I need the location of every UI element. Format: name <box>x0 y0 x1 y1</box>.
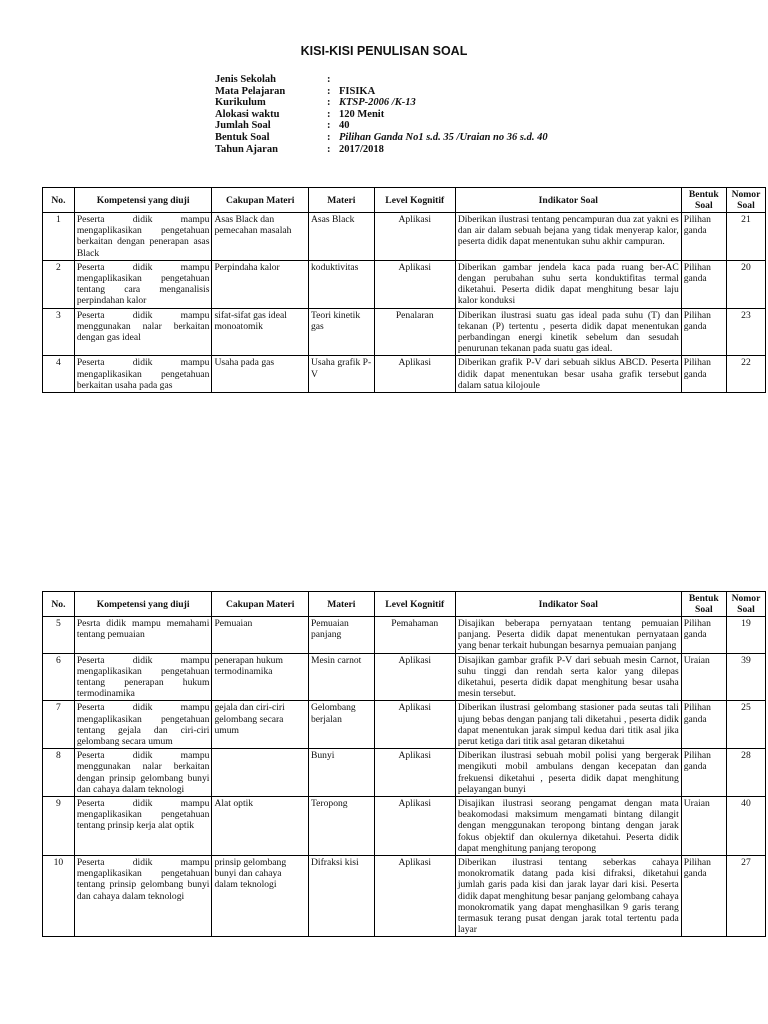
header-nomor: Nomor Soal <box>726 188 765 213</box>
meta-colon: : <box>327 143 331 155</box>
row-number: 6 <box>43 653 75 701</box>
meta-row <box>215 109 548 121</box>
cakupan-cell: prinsip gelombang bunyi dan cahaya dalam teknologi <box>212 856 309 937</box>
bentuk-cell: Uraian <box>681 653 726 701</box>
header-indikator: Indikator Soal <box>455 592 681 617</box>
header-bentuk: Bentuk Soal <box>681 592 726 617</box>
row-number: 1 <box>43 213 75 261</box>
table-row <box>43 308 766 356</box>
header-no: No. <box>43 188 75 213</box>
bentuk-cell: Pilihan ganda <box>681 356 726 393</box>
bentuk-cell: Pilihan ganda <box>681 617 726 654</box>
materi-cell: Mesin carnot <box>308 653 374 701</box>
nomor-cell: 40 <box>726 797 765 856</box>
nomor-cell: 20 <box>726 260 765 308</box>
kompetensi-cell: Peserta didik mampu menggunakan nalar berkaitan dengan gas ideal <box>74 308 212 356</box>
kompetensi-cell: Peserta didik mampu mengaplikasikan pengetahuan tentang penerapan hukum termodinamika <box>74 653 212 701</box>
level-cell: Aplikasi <box>374 653 455 701</box>
meta-value: 40 <box>339 120 350 132</box>
header-nomor: Nomor Soal <box>726 592 765 617</box>
level-cell: Aplikasi <box>374 749 455 797</box>
header-bentuk: Bentuk Soal <box>681 188 726 213</box>
meta-row <box>215 132 548 144</box>
indikator-cell: Diberikan ilustrasi sebuah mobil polisi yang bergerak mengikuti mobil ambulans dengan kecepatan dan frekuensi diketahui , peserta didik dapat menghitung pelayangan bunyi <box>455 749 681 797</box>
kisi-kisi-table-2 <box>42 591 766 937</box>
indikator-cell: Diberikan ilustrasi gelombang stasioner pada seutas tali ujung bebas dengan panjang tali diketahui , peserta didik dapat menentukan jarak simpul kedua dari titik asal jika perut ketiga dari titik asal getaran diketahui <box>455 701 681 749</box>
meta-label: Mata Pelajaran <box>215 85 286 97</box>
cakupan-cell: sifat-sifat gas ideal monoatomik <box>212 308 309 356</box>
materi-cell: Gelombang berjalan <box>308 701 374 749</box>
meta-label: Alokasi waktu <box>215 108 280 120</box>
table-row <box>43 617 766 654</box>
row-number: 4 <box>43 356 75 393</box>
table-row <box>43 856 766 937</box>
meta-colon: : <box>327 97 331 109</box>
header-kompetensi: Kompetensi yang diuji <box>74 592 212 617</box>
header-no: No. <box>43 592 75 617</box>
indikator-cell: Diberikan ilustrasi tentang seberkas cahaya monokromatik datang pada kisi difraksi, diketahui jumlah garis pada kisi dan jarak layar dari kisi. Peserta didik dapat menghitung besar panjang gelombang cahaya monokromatik yang dapat menghasilkan 9 garis terang termasuk terang pusat dengan jarak total tertentu pada layar <box>455 856 681 937</box>
nomor-cell: 25 <box>726 701 765 749</box>
kompetensi-cell: Peserta didik mampu mengaplikasikan pengetahuan berkaitan usaha pada gas <box>74 356 212 393</box>
cakupan-cell: Usaha pada gas <box>212 356 309 393</box>
row-number: 7 <box>43 701 75 749</box>
cakupan-cell: gejala dan ciri-ciri gelombang secara umum <box>212 701 309 749</box>
nomor-cell: 19 <box>726 617 765 654</box>
header-indikator: Indikator Soal <box>455 188 681 213</box>
row-number: 9 <box>43 797 75 856</box>
nomor-cell: 23 <box>726 308 765 356</box>
meta-label: Jenis Sekolah <box>215 74 276 85</box>
row-number: 5 <box>43 617 75 654</box>
table-row <box>43 797 766 856</box>
level-cell: Aplikasi <box>374 260 455 308</box>
kompetensi-cell: Pesrta didik mampu memahami tentang pemuaian <box>74 617 212 654</box>
kompetensi-cell: Peserta didik mampu mengaplikasikan pengetahuan berkaitan dengan penerapan asas Black <box>74 213 212 261</box>
indikator-cell: Diberikan ilustrasi tentang pencampuran dua zat yakni es dan air dalam sebuah bejana yang tidak menyerap kalor, peserta didik dapat menentukan suhu akhir campuran. <box>455 213 681 261</box>
table-row <box>43 653 766 701</box>
level-cell: Aplikasi <box>374 856 455 937</box>
bentuk-cell: Pilihan ganda <box>681 308 726 356</box>
document-meta <box>215 74 548 155</box>
cakupan-cell: Asas Black dan pemecahan masalah <box>212 213 309 261</box>
kompetensi-cell: Peserta didik mampu mengaplikasikan pengetahuan tentang gejala dan ciri-ciri gelombang secara umum <box>74 701 212 749</box>
page-title: KISI-KISI PENULISAN SOAL <box>300 44 468 58</box>
meta-row <box>215 97 548 109</box>
indikator-cell: Disajikan gambar grafik P-V dari sebuah mesin Carnot, suhu tinggi dan rendah serta kalor yang dilepas diketahui, peserta didik dapat menghitung besar usaha mesin tersebut. <box>455 653 681 701</box>
kisi-kisi-table-1 <box>42 187 766 393</box>
nomor-cell: 22 <box>726 356 765 393</box>
meta-label: Tahun Ajaran <box>215 143 278 155</box>
level-cell: Penalaran <box>374 308 455 356</box>
indikator-cell: Disajikan beberapa pernyataan tentang pemuaian panjang. Peserta didik dapat menentukan pernyataan yang benar terkait hubungan besarnya pemuaian panjang <box>455 617 681 654</box>
kompetensi-cell: Peserta didik mampu mengaplikasikan pengetahuan tentang prinsip kerja alat optik <box>74 797 212 856</box>
materi-cell: Bunyi <box>308 749 374 797</box>
nomor-cell: 27 <box>726 856 765 937</box>
level-cell: Aplikasi <box>374 213 455 261</box>
materi-cell: Usaha grafik P-V <box>308 356 374 393</box>
bentuk-cell: Uraian <box>681 797 726 856</box>
meta-row <box>215 144 548 156</box>
materi-cell: Difraksi kisi <box>308 856 374 937</box>
level-cell: Aplikasi <box>374 701 455 749</box>
meta-colon: : <box>327 120 331 132</box>
indikator-cell: Diberikan ilustrasi suatu gas ideal pada suhu (T) dan tekanan (P) tertentu , peserta didik dapat menentukan perbandingan energi kinetik sebelum dan sesudah penurunan tekanan pada suatu gas ideal. <box>455 308 681 356</box>
materi-cell: Asas Black <box>308 213 374 261</box>
cakupan-cell <box>212 749 309 797</box>
bentuk-cell: Pilihan ganda <box>681 260 726 308</box>
row-number: 8 <box>43 749 75 797</box>
table-row <box>43 701 766 749</box>
meta-row <box>215 74 548 86</box>
meta-colon: : <box>327 85 331 97</box>
header-cakupan: Cakupan Materi <box>212 188 309 213</box>
level-cell: Pemahaman <box>374 617 455 654</box>
row-number: 10 <box>43 856 75 937</box>
bentuk-cell: Pilihan ganda <box>681 701 726 749</box>
meta-colon: : <box>327 74 331 85</box>
cakupan-cell: Perpindaha kalor <box>212 260 309 308</box>
materi-cell: Teropong <box>308 797 374 856</box>
cakupan-cell: Alat optik <box>212 797 309 856</box>
cakupan-cell: penerapan hukum termodinamika <box>212 653 309 701</box>
header-level: Level Kognitif <box>374 592 455 617</box>
level-cell: Aplikasi <box>374 356 455 393</box>
meta-colon: : <box>327 131 331 143</box>
meta-value: KTSP-2006 /K-13 <box>339 97 416 109</box>
materi-cell: koduktivitas <box>308 260 374 308</box>
indikator-cell: Disajikan ilustrasi seorang pengamat dengan mata beakomodasi maksimum mengamati bintang dilangit dengan menggunakan teropong bintang dengan jarak fokus objektif dan okulernya diketahui. Peserta didik dapat menghitung panjang teropong <box>455 797 681 856</box>
bentuk-cell: Pilihan ganda <box>681 749 726 797</box>
cakupan-cell: Pemuaian <box>212 617 309 654</box>
meta-label: Bentuk Soal <box>215 131 270 143</box>
materi-cell: Pemuaian panjang <box>308 617 374 654</box>
table-row <box>43 213 766 261</box>
header-materi: Materi <box>308 592 374 617</box>
meta-label: Kurikulum <box>215 97 266 109</box>
row-number: 2 <box>43 260 75 308</box>
table-row <box>43 260 766 308</box>
header-level: Level Kognitif <box>374 188 455 213</box>
kompetensi-cell: Peserta didik mampu menggunakan nalar berkaitan dengan prinsip gelombang bunyi dan cahaya dalam teknologi <box>74 749 212 797</box>
level-cell: Aplikasi <box>374 797 455 856</box>
nomor-cell: 39 <box>726 653 765 701</box>
bentuk-cell: Pilihan ganda <box>681 856 726 937</box>
header-materi: Materi <box>308 188 374 213</box>
kompetensi-cell: Peserta didik mampu mengaplikasikan pengetahuan tentang prinsip gelombang bunyi dan cahaya dalam teknologi <box>74 856 212 937</box>
nomor-cell: 21 <box>726 213 765 261</box>
bentuk-cell: Pilihan ganda <box>681 213 726 261</box>
meta-value: 2017/2018 <box>339 143 384 155</box>
meta-value: FISIKA <box>339 85 376 97</box>
meta-label: Jumlah Soal <box>215 120 271 132</box>
indikator-cell: Diberikan grafik P-V dari sebuah siklus ABCD. Peserta didik dapat menentukan besar usaha grafik tersebut dalam satua kilojoule <box>455 356 681 393</box>
header-kompetensi: Kompetensi yang diuji <box>74 188 212 213</box>
nomor-cell: 28 <box>726 749 765 797</box>
table-row <box>43 749 766 797</box>
materi-cell: Teori kinetik gas <box>308 308 374 356</box>
meta-colon: : <box>327 108 331 120</box>
meta-row <box>215 120 548 132</box>
header-cakupan: Cakupan Materi <box>212 592 309 617</box>
kompetensi-cell: Peserta didik mampu mengaplikasikan pengetahuan tentang cara menganalisis perpindahan kalor <box>74 260 212 308</box>
row-number: 3 <box>43 308 75 356</box>
table-row <box>43 356 766 393</box>
meta-value: Pilihan Ganda No1 s.d. 35 /Uraian no 36 s.d. 40 <box>339 131 548 143</box>
indikator-cell: Diberikan gambar jendela kaca pada ruang ber-AC dengan perubahan suhu serta konduktifitas termal diketahui. Peserta didik dapat menghitung besar laju kalor konduksi <box>455 260 681 308</box>
meta-row <box>215 86 548 98</box>
meta-value: 120 Menit <box>339 108 385 120</box>
